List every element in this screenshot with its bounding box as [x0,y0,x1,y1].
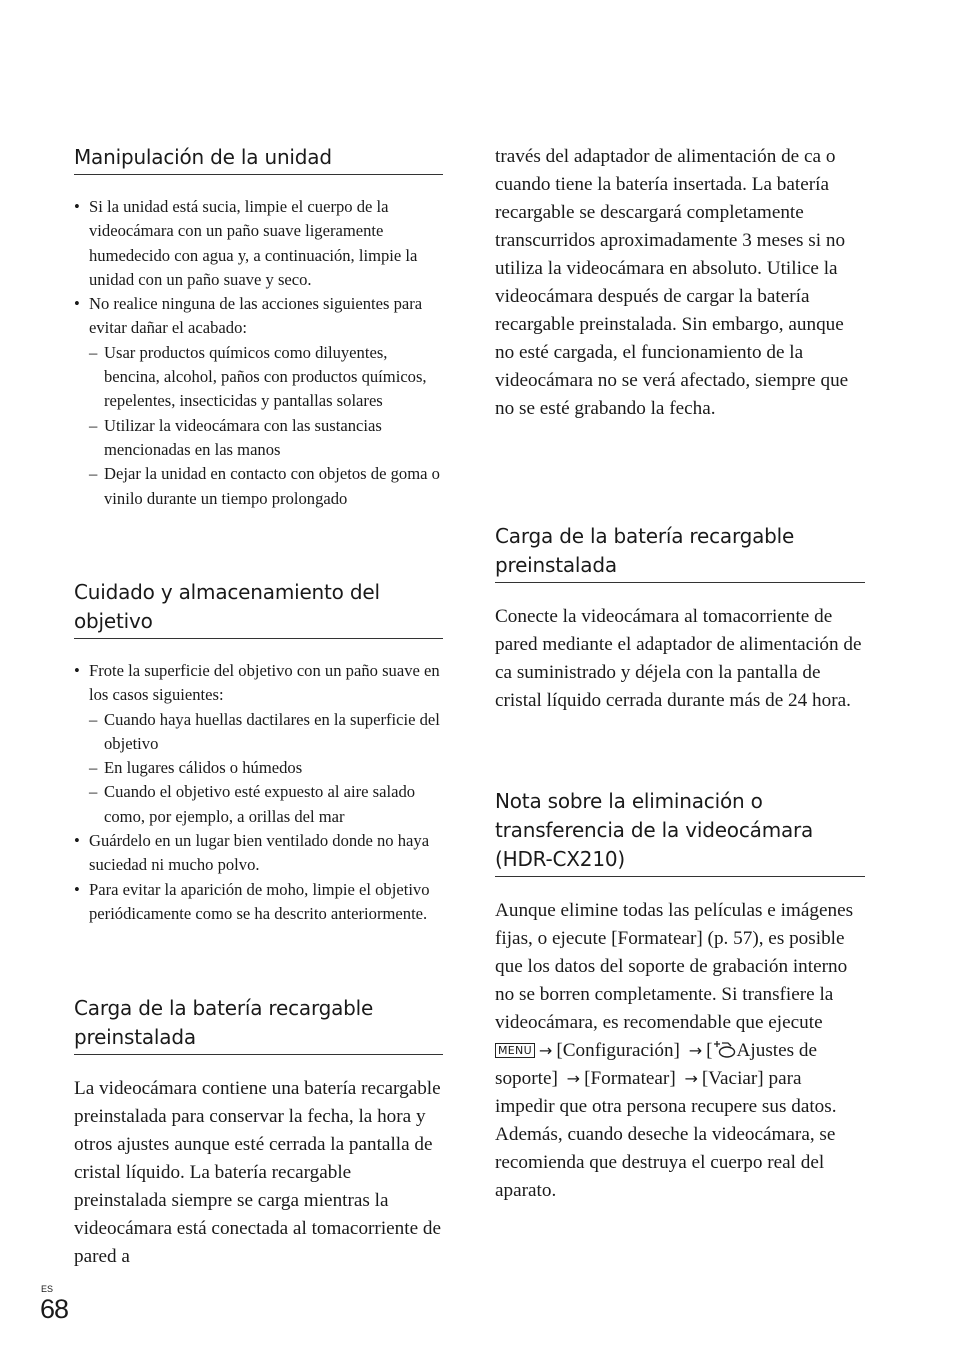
arrow-right-icon: → [688,1041,703,1060]
bullet-item [74,659,443,829]
arrow-right-icon: → [684,1069,698,1088]
dash-list [89,341,443,511]
bullet-item [74,195,443,292]
media-settings-icon [713,1039,737,1059]
formatear-label: [Formatear] [584,1068,676,1089]
paragraph-conecte: Conecte la videocámara al tomacorriente de pared mediante el adaptador de alimentación de ca suministrado y déjela con la pantalla de cristal líquido cerrada durante más de 24 hora. [495,606,862,711]
heading-carga-bateria: Carga de la batería recargable preinstalada [74,994,443,1055]
dash-item: – Cuando el objetivo esté expuesto al aire salado como, por ejemplo, a orillas del mar [74,780,443,829]
paragraph-nota-eliminacion [495,897,865,1205]
arrow-right-icon: → [538,1041,553,1060]
bullet-text: Si la unidad está sucia, limpie el cuerpo de la videocámara con un paño suave ligeramente humedecido con agua y, a continuación, limpie la unidad con un paño suave y seco. [89,197,418,289]
bracket-open: [ [706,1040,713,1061]
dash-item: – Usar productos químicos como diluyentes, bencina, alcohol, paños con productos químicos, repelentes, insecticidas y pantallas solares [74,341,443,414]
heading-manipulacion: Manipulación de la unidad [74,143,443,175]
dash-item: – Dejar la unidad en contacto con objetos de goma o vinilo durante un tiempo prolongado [74,462,443,511]
list-cuidado-objetivo [74,659,443,926]
list-manipulacion [74,195,443,511]
bullet-text: Frote la superficie del objetivo con un paño suave en los casos siguientes: [89,661,440,705]
dash-list [89,708,443,829]
arrow-right-icon: → [566,1069,581,1088]
dash-item: – Utilizar la videocámara con las sustancias mencionadas en las manos [74,414,443,463]
ajustes-label: Ajustes de soporte] [495,1040,818,1089]
page-language: ES [41,1284,54,1294]
heading-cuidado-objetivo: Cuidado y almacenamiento del objetivo [74,578,443,639]
bullet-text: No realice ninguna de las acciones siguientes para evitar dañar el acabado: [89,294,423,338]
heading-nota-eliminacion: Nota sobre la eliminación o transferencia de la videocámara (HDR-CX210) [495,787,865,877]
page-number: 68 [40,1294,69,1324]
dash-item: – Cuando haya huellas dactilares en la superficie del objetivo [74,708,443,757]
menu-icon: MENU [495,1043,535,1058]
nota-text-b: para impedir que otra persona recupere sus datos. Además, cuando deseche la videocámara, se recomienda que destruya el cuerpo real del aparato. [495,1068,837,1201]
heading-carga-bateria-2: Carga de la batería recargable preinstalada [495,522,865,583]
dash-item: – En lugares cálidos o húmedos [74,756,443,780]
bullet-item [74,292,443,511]
paragraph-carga-bateria: La videocámara contiene una batería recargable preinstalada para conservar la fecha, la hora y otros ajustes aunque esté cerrada la pantalla de cristal líquido. La batería recargable preinstalada siempre se carga mientras la videocámara está conectada al tomacorriente de pared a [74,1078,442,1267]
config-label: [Configuración] [556,1040,680,1061]
bullet-item: • Guárdelo en un lugar bien ventilado donde no haya suciedad ni mucho polvo. [74,829,443,878]
vaciar-label: [Vaciar] [701,1068,764,1089]
paragraph-continuation: través del adaptador de alimentación de ca o cuando tiene la batería insertada. La batería recargable se descargará completamente transcurridos aproximadamente 3 meses si no utiliza la videocámara en absoluto. Utilice la videocámara después de cargar la batería recargable preinstalada. Sin embargo, aunque no esté cargada, el funcionamiento de la videocámara no se verá afectado, siempre que no se esté grabando la fecha. [495,146,849,419]
bullet-item: • Para evitar la aparición de moho, limpie el objetivo periódicamente como se ha descrito anteriormente. [74,878,443,927]
nota-text-a: Aunque elimine todas las películas e imágenes fijas, o ejecute [Formatear] (p. 57), es posible que los datos del soporte de grabación interno no se borren completamente. Si transfiere la videocámara, es recomendable que ejecute [495,900,854,1033]
